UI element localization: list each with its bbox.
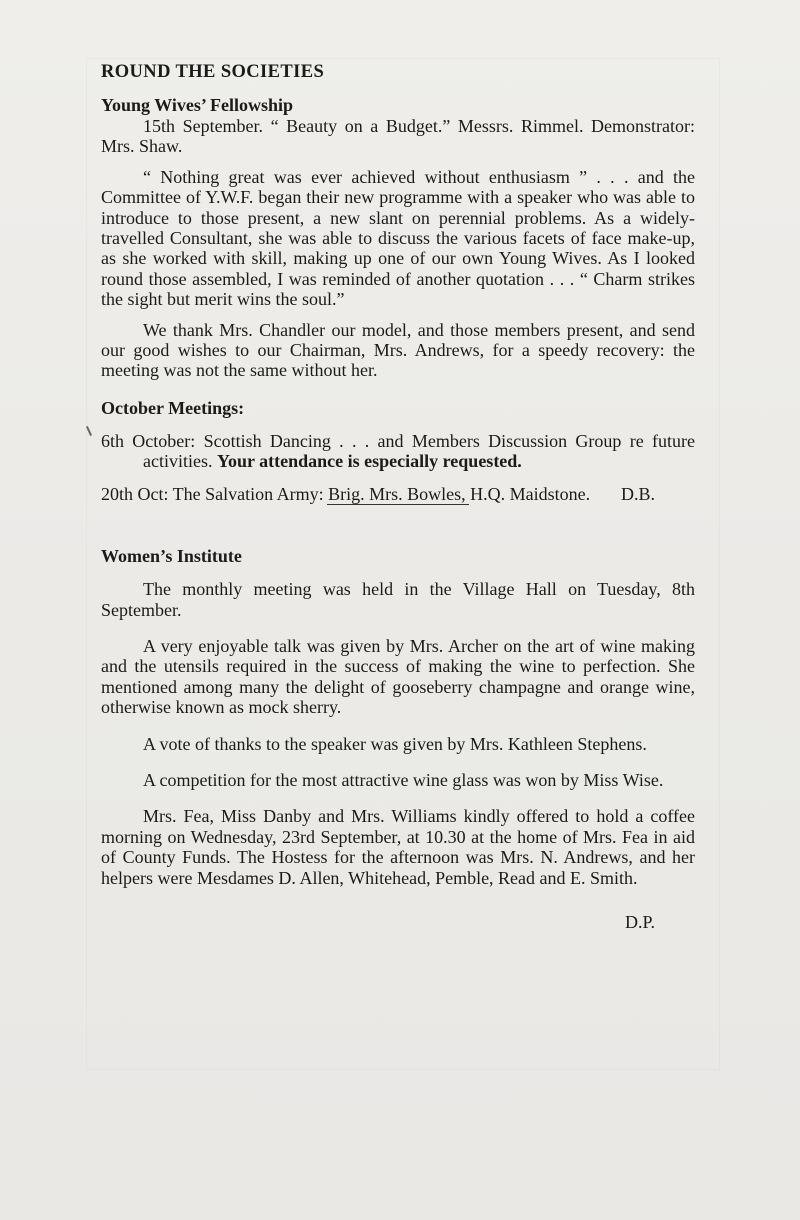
october-signature: D.B.: [620, 483, 655, 504]
section-title-october: October Meetings:: [101, 397, 245, 418]
article: [101, 60, 695, 932]
section-divider: [327, 504, 469, 505]
ywf-paragraph-1: 15th September. “ Beauty on a Budget.” Messrs. Rimmel. Demonstrator: Mrs. Shaw.: [101, 116, 695, 157]
october-item-1-emphasis: Your attendance is especially requested.: [216, 451, 522, 472]
october-item-2-text: 20th Oct: The Salvation Army: Brig. Mrs. Bowles, H.Q. Maidstone.: [101, 483, 591, 504]
october-item-1-text: 6th October: Scottish Dancing . . . and Members Discussion Group re future activities.: [101, 430, 695, 472]
section-title-wi: Women’s Institute: [101, 546, 242, 567]
wi-paragraph-2: A very enjoyable talk was given by Mrs. Archer on the art of wine making and the utensils required in the success of making the wine to perfection. She mentioned among many the delight of gooseberry champagne and orange wine, otherwise known as mock sherry.: [101, 635, 695, 718]
wi-signature: D.P.: [624, 911, 655, 932]
wi-paragraph-4: A competition for the most attractive wine glass was won by Miss Wise.: [143, 769, 664, 790]
wi-paragraph-5: Mrs. Fea, Miss Danby and Mrs. Williams kindly offered to hold a coffee morning on Wednesday, 23rd September, at 10.30 at the home of Mrs. Fea in aid of County Funds. The Hostess for the afternoon was Mrs. N. Andrews, and her helpers were Mesdames D. Allen, Whitehead, Pemble, Read and E. Smith.: [101, 806, 695, 888]
ywf-paragraph-3: We thank Mrs. Chandler our model, and those members present, and send our good wishes to our Chairman, Mrs. Andrews, for a speedy recovery: the meeting was not the same without her.: [101, 319, 695, 381]
october-item-1: [101, 431, 695, 472]
page-heading: ROUND THE SOCIETIES: [101, 62, 325, 82]
section-title-ywf: Young Wives’ Fellowship: [101, 95, 294, 115]
wi-paragraph-3: A vote of thanks to the speaker was given by Mrs. Kathleen Stephens.: [143, 733, 647, 754]
october-item-2: [101, 484, 695, 504]
ywf-paragraph-2: “ Nothing great was ever achieved without enthusiasm ” . . . and the Committee of Y.W.F. began their new programme with a speaker who was able to introduce to those present, a new slant on perennial problems. As a widely-travelled Consultant, she was able to discuss the various facets of face make-up, as she worked with skill, making up one of our own Young Wives. As I looked round those assembled, I was reminded of another quotation . . . “ Charm strikes the sight but merit wins the soul.”: [101, 166, 695, 310]
wi-paragraph-1: The monthly meeting was held in the Village Hall on Tuesday, 8th September.: [101, 579, 695, 620]
